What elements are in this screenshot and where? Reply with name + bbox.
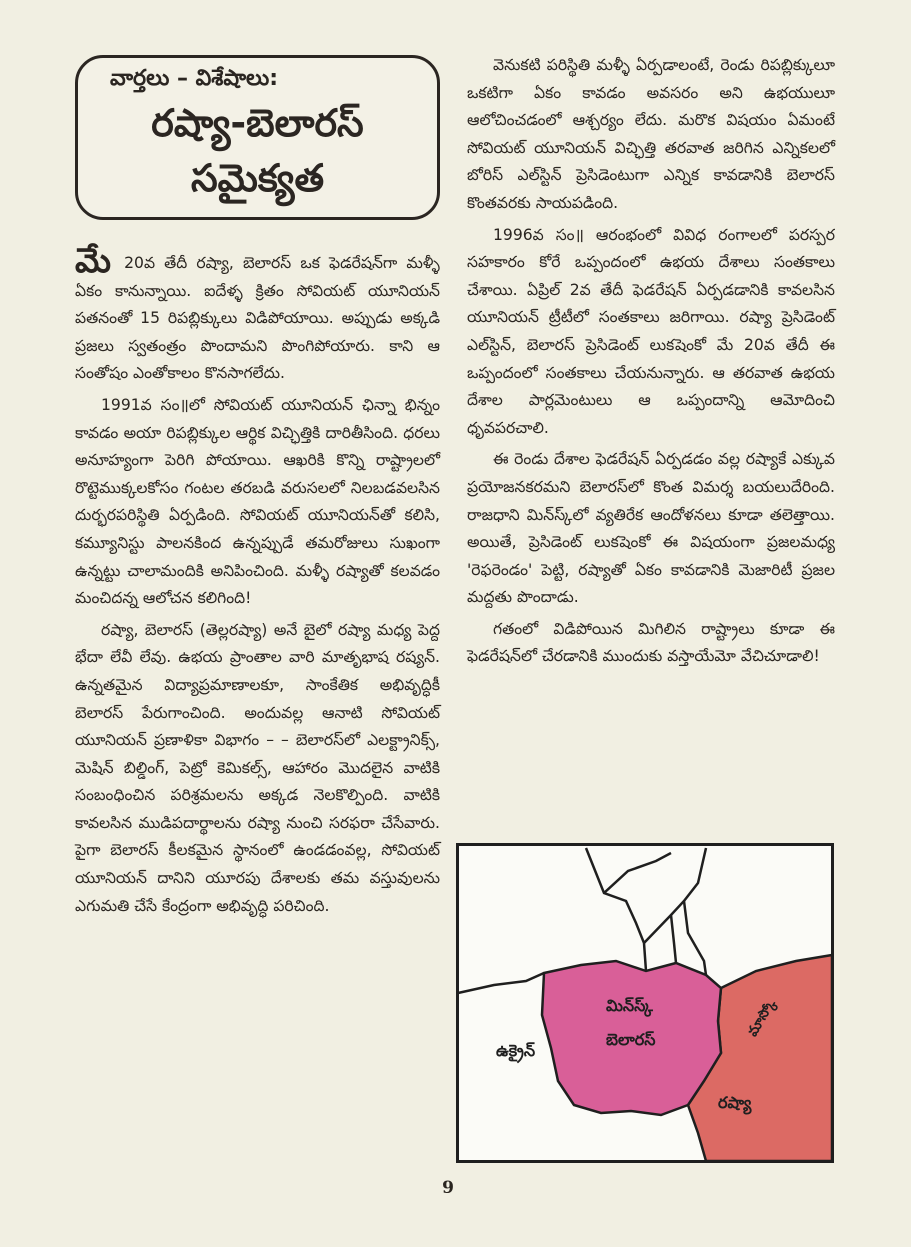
map-label-minsk: మిన్‌స్క్ xyxy=(606,996,653,1015)
map-label-belarus: బెలారస్ xyxy=(606,1030,656,1049)
article-paragraph-6: ఈ రెండు దేశాల ఫెడరేషన్ ఏర్పడడం వల్ల రష్యాకే ఎక్కువ ప్రయోజనకరమని బెలారస్‌లో కొంత విమర్శ బయలుదేరింది. రాజధాని మిన్‌స్క్‌లో వ్యతిరేక ఆందోళనలు కూడా తలెత్తాయి. అయితే, ప్రెసిడెంట్ లుకషెంకో ఈ విషయంగా ప్రజలమధ్య 'రెఫరెండం' పెట్టి, రష్యాతో ఏకం కావడానికి మెజారిటీ ప్రజల మద్దతు పొందాడు. xyxy=(467,450,835,607)
article-paragraph-2: 1991వ సం॥లో సోవియట్ యూనియన్ ఛిన్నా భిన్నం కావడం అయా రిపబ్లిక్కుల ఆర్థిక విచ్ఛిత్తికి దారితీసింది. ధరలు అనూహ్యంగా పెరిగి పోయాయి. ఆఖరికి కొన్ని రాష్ట్రాలలో రొట్టెముక్కలకోసం గంటల తరబడి వరుసలలో నిలబడవలసిన దుర్భరపరిస్థితి ఏర్పడింది. సోవియట్ యూనియన్‌తో కలిసి, కమ్యూనిస్టు పాలనకింద ఉన్నప్పుడే తమరోజులు సుఖంగా ఉన్నట్టు చాలామందికి అనిపించింది. మళ్ళీ రష్యాతో కలవడం మంచిదన్న ఆలోచన కలిగింది! xyxy=(75,395,440,608)
paragraph-text: 20వ తేదీ రష్యా, బెలారస్ ఒక ఫెడరేషన్‌గా మళ్ళీ ఏకం కానున్నాయి. ఐదేళ్ళ క్రితం సోవియట్ యూనియన్ పతనంతో 15 రిపబ్లిక్కులు విడిపోయాయి. అప్పుడు అక్కడి ప్రజలు స్వతంత్రం పొందామని పొంగిపోయారు. కాని ఆ సంతోషం ఎంతోకాలం కొనసాగలేదు. xyxy=(75,254,440,383)
map-label-moscow: మాస్కో xyxy=(744,996,779,1040)
article-paragraph-4: వెనుకటి పరిస్థితి మళ్ళీ ఏర్పడాలంటే, రెండు రిపబ్లిక్కులూ ఒకటిగా ఏకం కావడం అవసరం అని ఉభయులూ ఆలోచించడంలో ఆశ్చర్యం లేదు. మరొక విషయం ఏమంటే సోవియట్ యూనియన్ విచ్ఛిత్తి తరవాత జరిగిన ఎన్నికలలో బోరిస్ ఎల్‌స్టిన్ ప్రెసిడెంటుగా ఎన్నిక కావడానికి బెలారస్ కొంతవరకు సాయపడింది. xyxy=(467,56,835,212)
map-label-ukraine: ఉక్రైన్ xyxy=(496,1041,536,1060)
headline-line-2: సమైక్యత xyxy=(190,156,325,200)
region-map xyxy=(456,843,834,1163)
article-paragraph-5: 1996వ సం॥ ఆరంభంలో వివిధ రంగాలలో పరస్పర సహకారం కోరే ఒప్పందంలో ఉభయ దేశాలు సంతకాలు చేశాయి. ఏప్రిల్ 2వ తేదీ ఫెడరేషన్ ఏర్పడడానికి కావలసిన యూనియన్ ట్రీటీలో సంతకాలు జరిగాయి. రష్యా ప్రెసిడెంట్ ఎల్‌స్టిన్, బెలారస్ ప్రెసిడెంట్ లుకషెంకో మే 20వ తేదీ ఈ ఒప్పందంలో సంతకాలు చేయనున్నారు. ఆ తరవాత ఉభయ దేశాల పార్లమెంటులు ఆ ఒప్పందాన్ని ఆమోదించి ధృవపరచాలి. xyxy=(467,225,835,437)
map-label-russia: రష్యా xyxy=(718,1093,752,1112)
right-column xyxy=(467,52,835,675)
drop-cap: మే xyxy=(75,241,111,281)
article-paragraph-7: గతంలో విడిపోయిన మిగిలిన రాష్ట్రాలు కూడా ఈ ఫెడరేషన్‌లో చేరడానికి ముందుకు వస్తాయేమో వేచిచూడాలి! xyxy=(467,619,835,666)
article-paragraph-3: రష్యా, బెలారస్ (తెల్లరష్యా) అనే బైలో రష్యా మధ్య పెద్ద భేదా లేవీ లేవు. ఉభయ ప్రాంతాల వారి మాతృభాష రష్యన్. ఉన్నతమైన విద్యాప్రమాణాలకూ, సాంకేతిక అభివృద్ధికీ బెలారస్ పేరుగాంచింది. అందువల్ల ఆనాటి సోవియట్ యూనియన్ ప్రణాళికా విభాగం – – బెలారస్‌లో ఎలక్ట్రానిక్స్, మెషిన్ బిల్డింగ్, పెట్రో కెమికల్స్, ఆహారం మొదలైన వాటికి సంబంధించిన పరిశ్రమలను అక్కడ నెలకొల్పింది. వాటికి కావలసిన ముడిపదార్థాలను రష్యా నుంచి సరఫరా చేసేవారు. పైగా బెలారస్ కీలకమైన స్థానంలో ఉండడంవల్ల, సోవియట్ యూనియన్ దానిని యూరపు దేశాలకు తమ వస్తువులను ఎగుమతి చేసే కేంద్రంగా అభివృద్ధి పరిచింది. xyxy=(75,620,440,915)
headline-line-1: రష్యా-బెలారస్ xyxy=(151,101,364,145)
headline-box xyxy=(75,55,440,220)
article-paragraph-1 xyxy=(75,241,440,388)
left-column xyxy=(75,241,440,924)
page-number: 9 xyxy=(442,1178,454,1198)
section-kicker: వార్తలు – విశేషాలు: xyxy=(110,66,279,91)
